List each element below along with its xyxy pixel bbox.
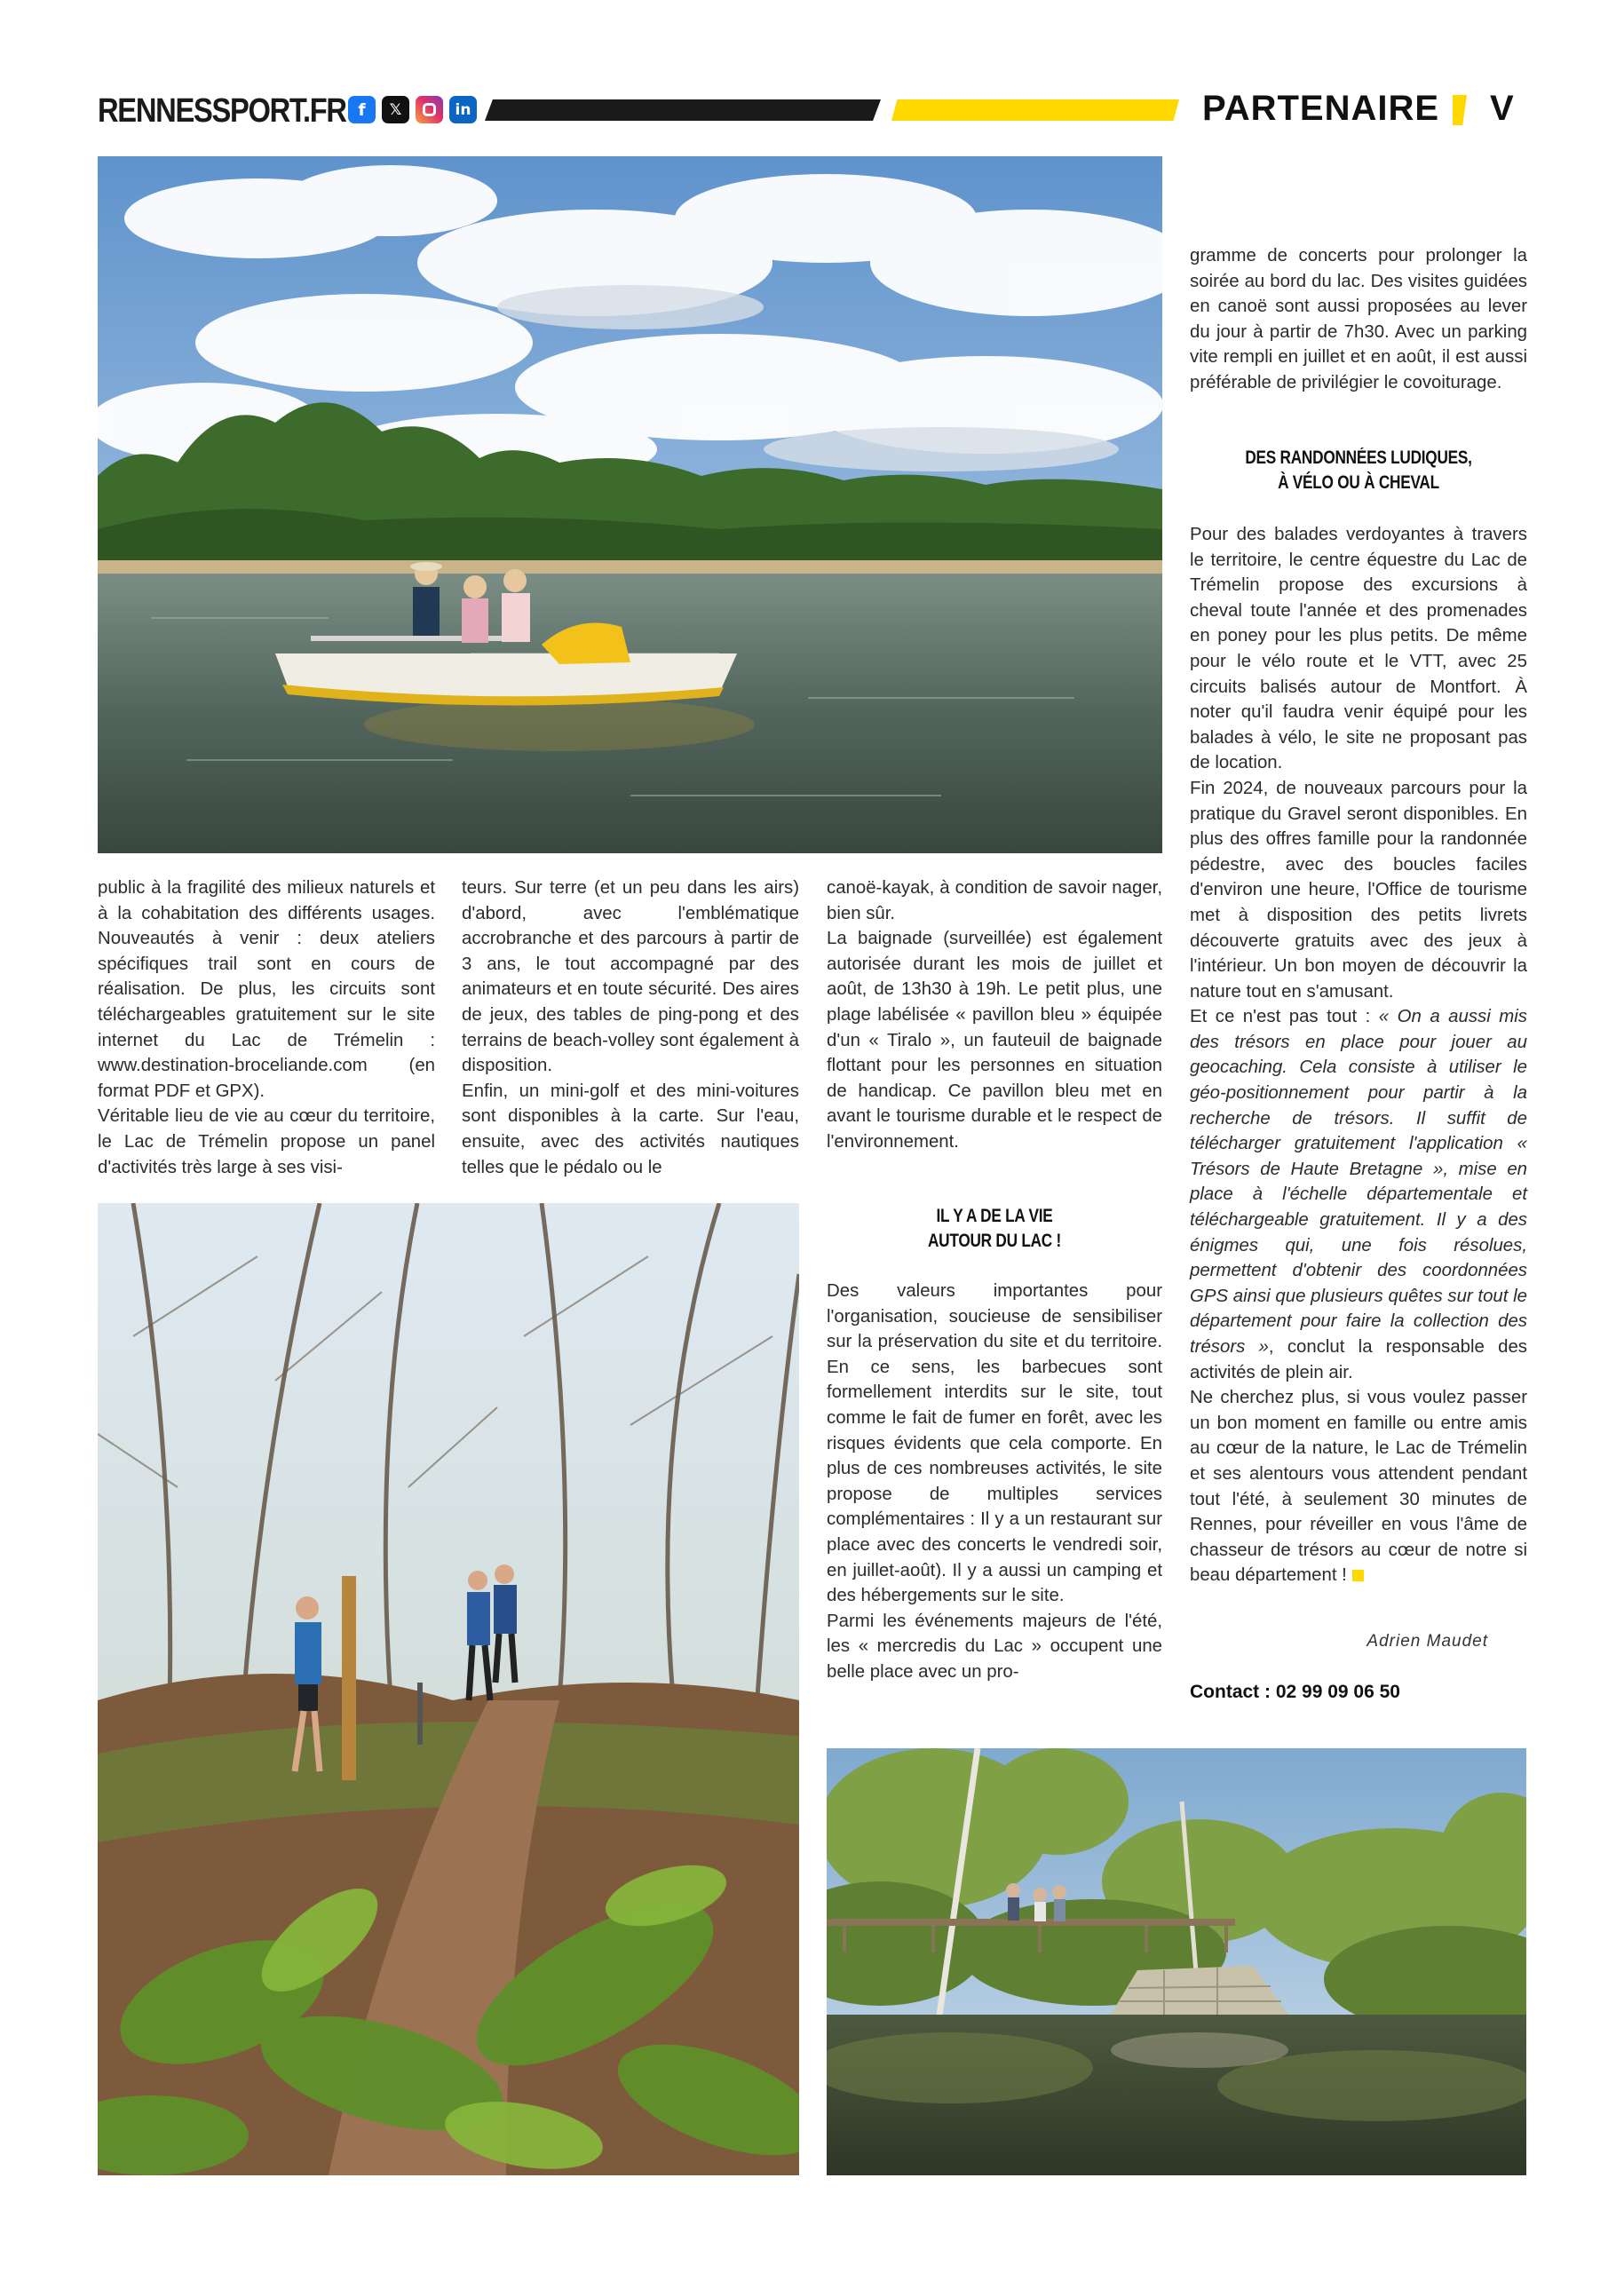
article-column-3-bottom <box>827 1279 1162 1685</box>
paragraph: gramme de concerts pour prolonger la soirée au bord du lac. Des visites guidées en canoë sont aussi proposées au lever du jour à partir de 7h30. Avec un parking vite rempli en juillet et en août, il est aussi préférable de privilégier le covoiturage. <box>1190 246 1527 392</box>
article-column-2 <box>462 875 799 1180</box>
linkedin-icon[interactable]: in <box>449 96 477 123</box>
subheading-line: AUTOUR DU LAC ! <box>927 1231 1062 1251</box>
paragraph: public à la fragilité des milieux naturels et à la cohabitation des différents usages. Nouveautés à venir : deux ateliers spécifiques trail sont en cours de réalisation. De plus, les circuits sont téléchargeables gratuitement sur le site internet du Lac de Trémelin : www.destination-broceliande.com (en format PDF et GPX). <box>98 878 435 1101</box>
site-logo[interactable]: RENNESSPORT.FR <box>98 92 346 130</box>
paragraph: teurs. Sur terre (et un peu dans les airs) d'abord, avec l'emblématique accrobranche et des parcours à partir de 3 ans, le tout accompagné par des animateurs et en toute sécurité. Des aires de jeux, des tables de ping-pong et des terrains de beach-volley sont également à disposition. <box>462 878 799 1076</box>
article-column-4-bottom <box>1190 522 1527 1588</box>
photo-lake-footbridge <box>827 1748 1526 2175</box>
paragraph: Fin 2024, de nouveaux parcours pour la pratique du Gravel seront disponibles. En plus des offres famille pour la randonnée pédestre, avec des boucles faciles d'environ une heure, l'Office de tourisme met à disposition des petits livrets découverte gratuits avec des jeux à l'intérieur. Un bon moyen de découvrir la nature tout en s'amusant. <box>1190 778 1527 1002</box>
photo-forest-trail <box>98 1203 799 2175</box>
article-column-1 <box>98 875 435 1180</box>
header-band-dark <box>485 99 881 121</box>
paragraph <box>1190 1385 1527 1588</box>
paragraph: Pour des balades verdoyantes à travers le territoire, le centre équestre du Lac de Trémelin propose des excursions à cheval toute l'année et des promenades en poney pour les plus petits. De même pour le vélo route et le VTT, avec 25 circuits balisés autour de Montfort. À noter qu'il faudra venir équipé pour les balades à vélo, le site ne proposant pas de location. <box>1190 525 1527 773</box>
page-number: V <box>1490 89 1514 128</box>
paragraph: Véritable lieu de vie au cœur du territoire, le Lac de Trémelin propose un panel d'activités très large à ses visi- <box>98 1106 435 1177</box>
author-byline: Adrien Maudet <box>1367 1632 1488 1651</box>
section-separator <box>1453 95 1467 125</box>
paragraph: La baignade (surveillée) est également autorisée durant les mois de juillet et août, de 13h30 à 19h. Le petit plus, une plage labélisée « pavillon bleu » équipée d'un « Tiralo », un fauteuil de baignade flottant pour les personnes en situation de handicap. Ce pavillon bleu met en avant le tourisme durable et le respect de l'environnement. <box>827 929 1162 1152</box>
paragraph: Parmi les événements majeurs de l'été, les « mercredis du Lac » occupent une belle place avec un pro- <box>827 1611 1162 1682</box>
paragraph: canoë-kayak, à condition de savoir nager, bien sûr. <box>827 878 1162 923</box>
end-of-article-mark <box>1352 1570 1364 1581</box>
x-icon[interactable]: 𝕏 <box>382 96 409 123</box>
paragraph: Des valeurs importantes pour l'organisation, soucieuse de sensibiliser sur la préservation du site et du territoire. En ce sens, les barbecues sont formellement interdits sur le site, tout comme le fait de fumer en forêt, avec les risques évidents que cela comporte. En plus de ces nombreuses activités, le site propose de multiples services complémentaires : Il y a un restaurant sur place avec des concerts le vendredi soir, en juillet-août). Il y a aussi un camping et des hébergements sur le site. <box>827 1281 1162 1606</box>
quote-attribution: , conclut la responsable des activités de plein air. <box>1190 1337 1527 1382</box>
subheading-randonnees <box>1220 446 1497 495</box>
subheading-line: À VÉLO OU À CHEVAL <box>1278 472 1439 493</box>
social-links <box>348 96 477 123</box>
paragraph: Enfin, un mini-golf et des mini-voitures sont disponibles à la carte. Sur l'eau, ensuite, avec des activités nautiques telles que le pédalo ou le <box>462 1081 799 1177</box>
closing-text: Ne cherchez plus, si vous voulez passer un bon moment en famille ou entre amis au cœur de la nature, le Lac de Trémelin et ses alentours vous attendent pendant tout l'été, à seulement 30 minutes de Rennes, pour réveiller en vous l'âme de chasseur de trésors au cœur de notre si beau département ! <box>1190 1388 1527 1586</box>
subheading-line: IL Y A DE LA VIE <box>936 1206 1053 1226</box>
photo-pedalo-lake <box>98 156 1162 853</box>
article-column-4-top <box>1190 243 1527 396</box>
subheading-line: DES RANDONNÉES LUDIQUES, <box>1245 447 1472 468</box>
subheading-vie-autour-du-lac <box>857 1204 1132 1254</box>
header-band-yellow <box>891 99 1179 121</box>
paragraph <box>1190 1004 1527 1385</box>
section-label: PARTENAIRE <box>1202 89 1440 128</box>
quote-intro: Et ce n'est pas tout : <box>1190 1007 1379 1027</box>
pull-quote: « On a aussi mis des trésors en place pour jouer au geocaching. Cela consiste à utiliser le géo-positionnement pour partir à la recherche de trésors. Il suffit de télécharger gratuitement l'application « Trésors de Haute Bretagne », mise en place à l'échelle départementale et téléchargeable gratuitement. Il y a des énigmes qui, une fois résolues, permettent d'obtenir des coordonnées GPS ainsi que plusieurs quêtes sur tout le département pour faire la collection des trésors » <box>1190 1007 1527 1357</box>
facebook-icon[interactable]: f <box>348 96 376 123</box>
article-column-3-top <box>827 875 1162 1155</box>
instagram-icon[interactable] <box>416 96 443 123</box>
contact-phone[interactable]: Contact : 02 99 09 06 50 <box>1190 1682 1400 1702</box>
